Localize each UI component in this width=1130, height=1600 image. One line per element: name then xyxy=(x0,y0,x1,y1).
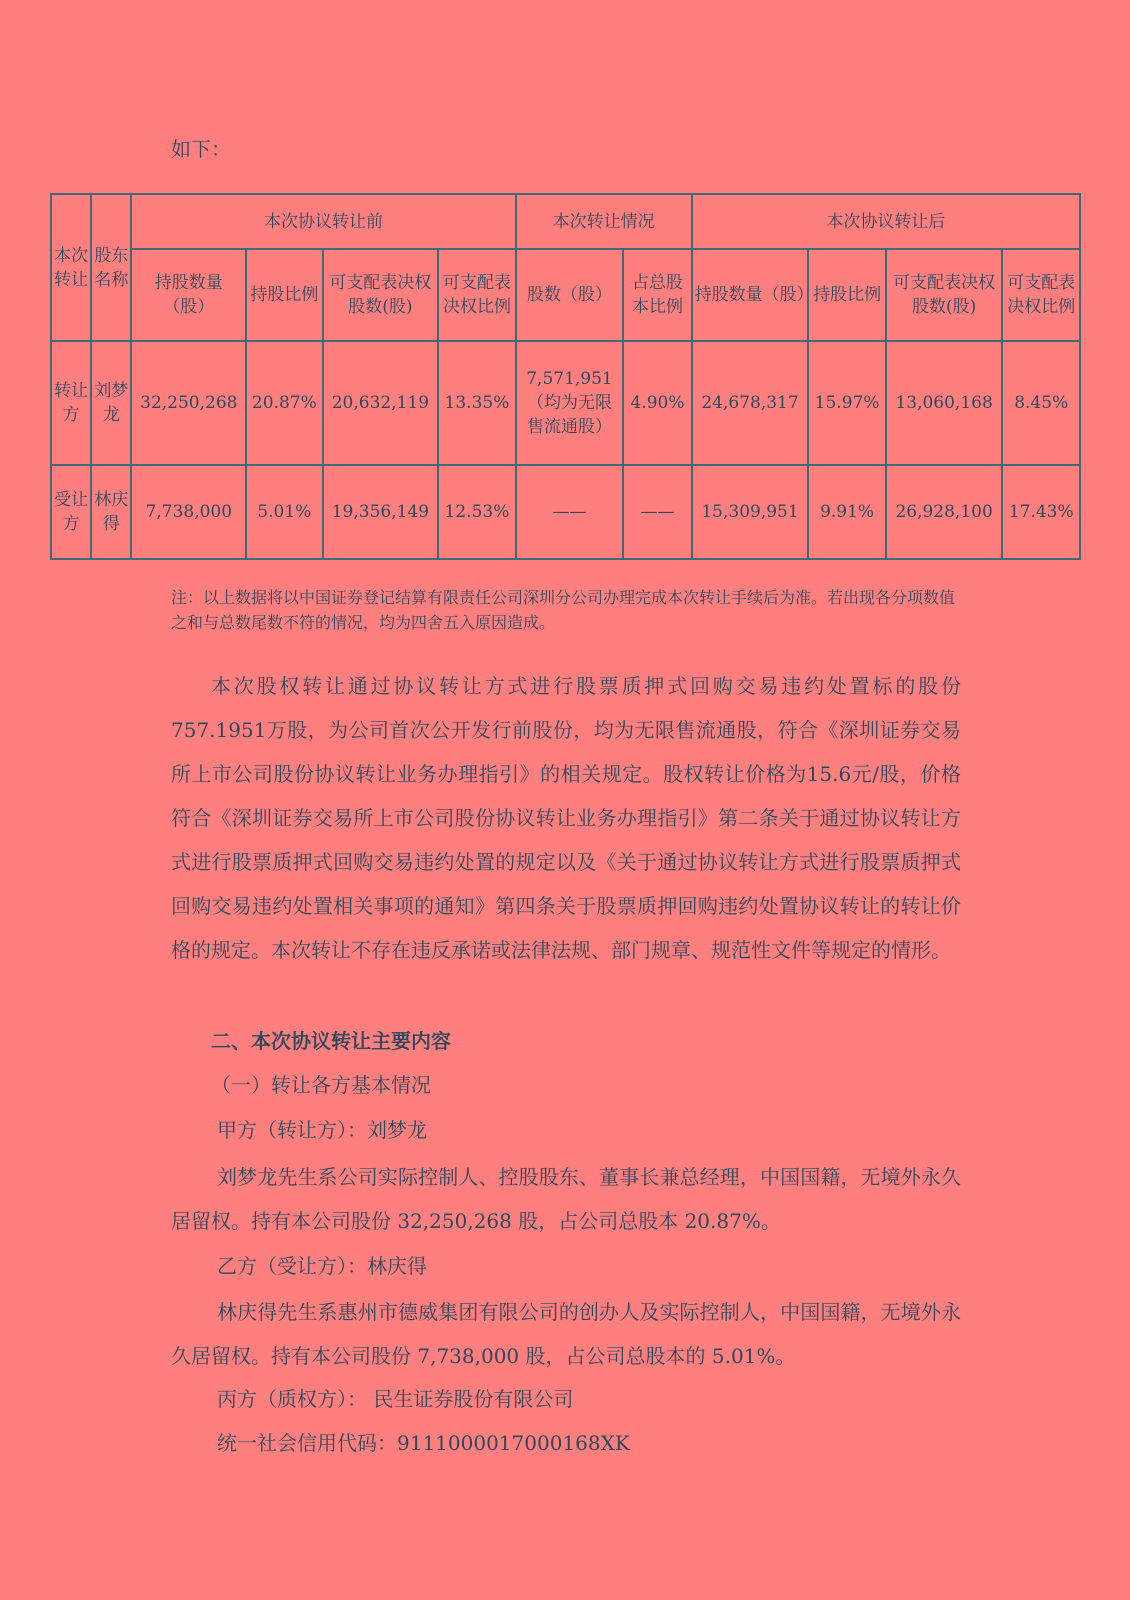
cell-after-voting-shares: 13,060,168 xyxy=(886,341,1003,465)
subheader-before-voting-ratio: 可支配表决权比例 xyxy=(438,249,515,341)
cell-transfer-ratio: —— xyxy=(623,465,691,559)
cell-after-ratio: 15.97% xyxy=(808,341,885,465)
cell-before-shares: 32,250,268 xyxy=(131,341,246,465)
cell-transfer-shares: —— xyxy=(516,465,624,559)
cell-after-shares: 24,678,317 xyxy=(692,341,809,465)
subheader-after-voting-shares: 可支配表决权股数(股) xyxy=(886,249,1003,341)
credit-code: 统一社会信用代码：911100001700016​8XK xyxy=(217,1431,630,1455)
cell-before-ratio: 20.87% xyxy=(246,341,322,465)
cell-after-voting-ratio: 17.43% xyxy=(1002,465,1080,559)
share-change-table xyxy=(50,193,1081,560)
party-a-description: 刘梦龙先生系公司实际控制人、控股股东、董事长兼总经理，中国国籍，无境外永久居留权。持有本公司股份 32,250,268 股，占公司总股本 20.87%。 xyxy=(171,1165,961,1233)
cell-before-voting-shares: 20,632,119 xyxy=(323,341,439,465)
subheader-before-shares: 持股数量（股） xyxy=(131,249,246,341)
section-heading: 二、本次协议转让主要内容 xyxy=(211,1029,451,1053)
cell-after-shares: 15,309,951 xyxy=(692,465,809,559)
cell-before-shares: 7,738,000 xyxy=(131,465,246,559)
cell-transfer-ratio: 4.90% xyxy=(623,341,691,465)
subheader-transfer-shares: 股数（股） xyxy=(516,249,624,341)
intro-text: 如下： xyxy=(171,137,231,161)
cell-before-voting-shares: 19,356,149 xyxy=(323,465,439,559)
cell-before-voting-ratio: 12.53% xyxy=(438,465,515,559)
cell-holder: 刘梦龙 xyxy=(91,341,131,465)
cell-holder: 林庆得 xyxy=(91,465,131,559)
body-paragraph: 本次股权转让通过协议转让方式进行股票质押式回购交易违约处置标的股份757.1951万股，为公司首次公开发行前股份，均为无限售流通股，符合《深圳证券交易所上市公司股份协议转让业务办理指引》的相关规定。股权转让价格为15.6元/股，价格符合《深圳证券交易所上市公司股份协议转让业务办理指引》第二条关于通过协议转让方式进行股票质押式回购交易违约处置的规定以及《关于通过协议转让方式进行股票质押式回购交易违约处置相关事项的通知》第四条关于股票质押回购违约处置协议转让的转让价格的规定。本次转让不存在违反承诺或法律法规、部门规章、规范性文件等规定的情形。 xyxy=(171,674,961,962)
subheader-before-voting-shares: 可支配表决权股数(股) xyxy=(323,249,439,341)
header-holder-name: 股东名称 xyxy=(91,194,131,341)
table-footnote: 注：以上数据将以中国证券登记结算有限责任公司深圳分公司办理完成本次转让手续后为准。若出现各分项数值之和与总数尾数不符的情况，均为四舍五入原因造成。 xyxy=(171,588,956,632)
party-a-label: 甲方（转让方）：刘梦龙 xyxy=(217,1118,427,1142)
subheader-before-ratio: 持股比例 xyxy=(246,249,322,341)
subheader-after-shares: 持股数量（股） xyxy=(692,249,809,341)
header-transfer-info: 本次转让情况 xyxy=(516,194,692,249)
cell-after-voting-shares: 26,928,100 xyxy=(886,465,1003,559)
cell-before-ratio: 5.01% xyxy=(246,465,322,559)
party-c-label: 丙方（质权方）： 民生证券股份有限公司 xyxy=(217,1387,574,1411)
cell-transfer-shares: 7,571,951（均为无限售流通股） xyxy=(516,341,624,465)
party-b-label: 乙方（受让方）：林庆得 xyxy=(217,1254,427,1278)
cell-before-voting-ratio: 13.35% xyxy=(438,341,515,465)
cell-after-ratio: 9.91% xyxy=(808,465,885,559)
subheader-transfer-ratio: 占总股本比例 xyxy=(623,249,691,341)
subheader-after-ratio: 持股比例 xyxy=(808,249,885,341)
sub-heading: （一）转让各方基本情况 xyxy=(211,1073,431,1097)
cell-type: 转让方 xyxy=(51,341,91,465)
header-transfer-type: 本次转让 xyxy=(51,194,91,341)
cell-type: 受让方 xyxy=(51,465,91,559)
header-before-transfer: 本次协议转让前 xyxy=(131,194,515,249)
table-row xyxy=(51,341,1080,465)
header-after-transfer: 本次协议转让后 xyxy=(692,194,1080,249)
subheader-after-voting-ratio: 可支配表决权比例 xyxy=(1002,249,1080,341)
cell-after-voting-ratio: 8.45% xyxy=(1002,341,1080,465)
party-b-description: 林庆得先生系惠州市德威集团有限公司的创办人及实际控制人，中国国籍，无境外永久居留权。持有本公司股份 7,738,000 股，占公司总股本的 5.01%。 xyxy=(171,1300,961,1368)
table-row xyxy=(51,465,1080,559)
